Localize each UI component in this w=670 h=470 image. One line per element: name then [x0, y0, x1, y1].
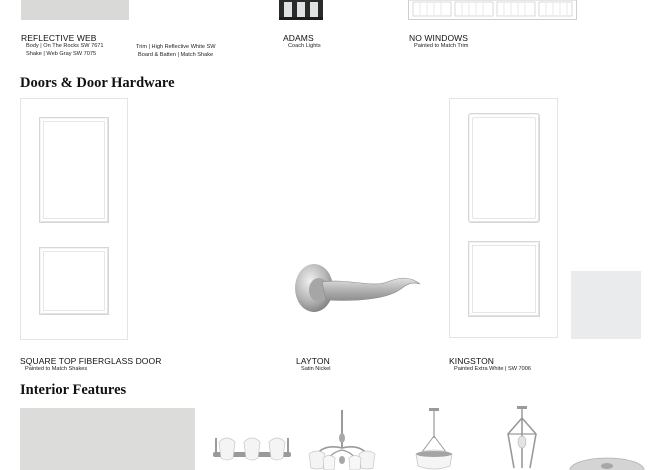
item-layton [296, 356, 331, 374]
door-panel-lower [39, 247, 109, 315]
item-title: KINGSTON [449, 356, 495, 366]
chandelier-icon [305, 410, 379, 470]
item-sub: Painted to Match Trim [414, 43, 469, 49]
reflective-web-swatch [21, 0, 129, 20]
section-heading-interior: Interior Features [20, 382, 127, 398]
interior-paint-swatch [20, 408, 195, 470]
item-sub: Painted to Match Shakes [25, 366, 88, 372]
item-sub: Satin Nickel [301, 366, 331, 372]
item-sub: Coach Lights [288, 43, 321, 49]
kingston-door-image [449, 98, 558, 338]
garage-door-icon [408, 0, 577, 20]
item-sub: Shake | Web Gray SW 7075 [26, 50, 97, 57]
item-reflective-web-trim [136, 44, 216, 59]
item-sub: Painted Extra White | SW 7006 [454, 366, 532, 372]
item-title: LAYTON [296, 356, 330, 366]
item-kingston [449, 356, 531, 374]
item-title: ADAMS [283, 33, 314, 43]
door-panel-lower [468, 241, 540, 317]
bath-vanity-light-icon [209, 432, 295, 470]
item-reflective-web [21, 33, 104, 58]
section-heading-doors: Doors & Door Hardware [20, 75, 175, 91]
flush-mount-icon [568, 452, 646, 470]
item-adams [283, 33, 321, 51]
lever-handle-icon [292, 258, 424, 318]
door-panel-upper [39, 117, 109, 223]
square-top-door-image [20, 98, 128, 340]
item-sub: Body | On The Rocks SW 7671 [26, 43, 104, 49]
item-sub: Trim | High Reflective White SW [136, 44, 216, 50]
coach-light-icon [279, 0, 323, 20]
item-title: REFLECTIVE WEB [21, 33, 97, 43]
lantern-pendant-icon [500, 406, 544, 470]
pendant-light-icon [410, 408, 460, 470]
item-title: SQUARE TOP FIBERGLASS DOOR [20, 356, 162, 366]
item-title: NO WINDOWS [409, 33, 469, 43]
item-sub: Board & Batten | Match Shake [138, 51, 214, 58]
door-panel-upper [468, 113, 540, 223]
item-square-top-door [20, 356, 161, 374]
extra-white-swatch [571, 271, 641, 339]
item-no-windows [409, 33, 468, 51]
